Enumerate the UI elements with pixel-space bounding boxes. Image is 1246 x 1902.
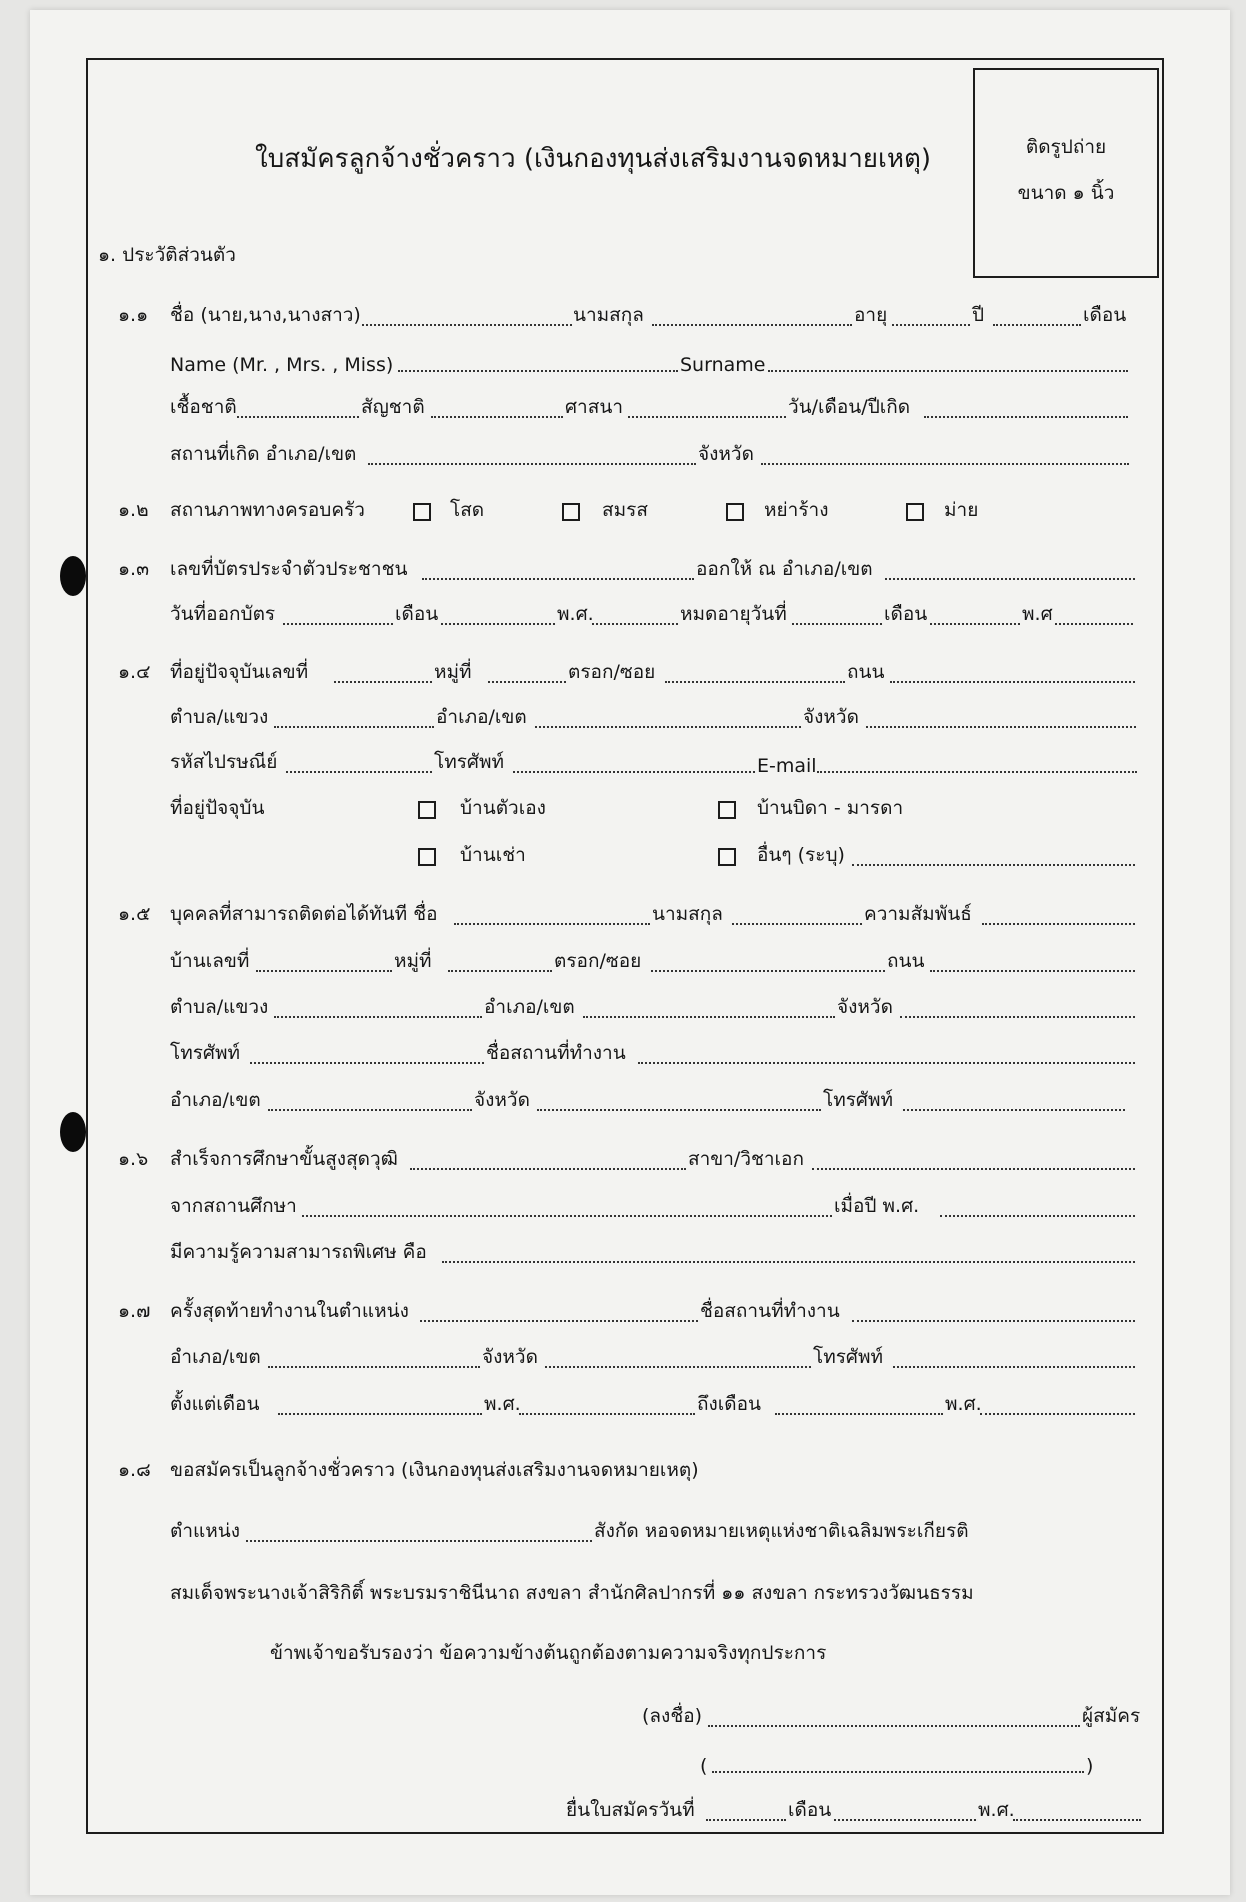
surname-en-label: Surname bbox=[680, 354, 766, 376]
name-en-field[interactable] bbox=[398, 370, 678, 372]
nationality-field[interactable] bbox=[431, 416, 563, 418]
printed-name-open-paren: ( bbox=[700, 1755, 708, 1777]
row-printed-name bbox=[0, 1745, 1246, 1781]
religion-label: ศาสนา bbox=[565, 396, 623, 418]
expire-month-label: เดือน bbox=[884, 603, 928, 625]
to-month-label: ถึงเดือน bbox=[697, 1393, 762, 1415]
address-moo-field[interactable] bbox=[488, 681, 566, 683]
age-months-label: เดือน bbox=[1083, 304, 1127, 326]
contact-workplace-field[interactable] bbox=[638, 1062, 1135, 1064]
option-rented-house-label: บ้านเช่า bbox=[460, 844, 526, 866]
address-province-label: จังหวัด bbox=[803, 706, 859, 728]
row-1-5-contact bbox=[0, 897, 1246, 933]
birthplace-label: สถานที่เกิด อำเภอ/เขต bbox=[170, 443, 357, 465]
other-residence-field[interactable] bbox=[852, 864, 1135, 866]
birthplace-province-label: จังหวัด bbox=[698, 443, 754, 465]
form-title: ใบสมัครลูกจ้างชั่วคราว (เงินกองทุนส่งเสริมงานจดหมายเหตุ) bbox=[255, 144, 932, 174]
contact-moo-label: หมู่ที่ bbox=[394, 950, 432, 972]
id-issued-at-field[interactable] bbox=[885, 578, 1135, 580]
from-year-label: พ.ศ. bbox=[484, 1393, 521, 1415]
expire-date-label: หมดอายุวันที่ bbox=[680, 603, 787, 625]
contact-surname-field[interactable] bbox=[732, 923, 862, 925]
item-number: ๑.๔ bbox=[118, 661, 151, 683]
last-job-phone-label: โทรศัพท์ bbox=[813, 1346, 884, 1368]
education-label: สำเร็จการศึกษาขั้นสูงสุดวุฒิ bbox=[170, 1148, 398, 1170]
contact-name-label: บุคคลที่สามารถติดต่อได้ทันที ชื่อ bbox=[170, 903, 438, 925]
address-no-field[interactable] bbox=[334, 681, 432, 683]
nationality-label: สัญชาติ bbox=[361, 396, 425, 418]
organization-text: สมเด็จพระนางเจ้าสิริกิติ์ พระบรมราชินีนาถ สงขลา สำนักศิลปากรที่ ๑๑ สงขลา กระทรวงวัฒนธรรม bbox=[170, 1582, 974, 1604]
address-road-field[interactable] bbox=[890, 681, 1135, 683]
photo-box-line2: ขนาด ๑ นิ้ว bbox=[1017, 182, 1115, 204]
expire-year-field[interactable] bbox=[1055, 623, 1133, 625]
apply-statement: ขอสมัครเป็นลูกจ้างชั่วคราว (เงินกองทุนส่งเสริมงานจดหมายเหตุ) bbox=[170, 1459, 699, 1481]
option-parents-house-label: บ้านบิดา - มารดา bbox=[757, 797, 904, 819]
surname-th-field[interactable] bbox=[652, 324, 852, 326]
phone-label: โทรศัพท์ bbox=[434, 751, 505, 773]
photo-box-line1: ติดรูปถ่าย bbox=[1025, 136, 1107, 158]
row-1-6-education bbox=[0, 1142, 1246, 1178]
section-1-heading-row bbox=[0, 238, 1246, 274]
checkbox-other-residence[interactable] bbox=[718, 848, 736, 866]
row-1-8-organization bbox=[0, 1576, 1246, 1612]
issue-day-field[interactable] bbox=[283, 623, 393, 625]
dob-field[interactable] bbox=[924, 416, 1128, 418]
apply-position-field[interactable] bbox=[246, 1540, 592, 1542]
row-1-6-skills bbox=[0, 1235, 1246, 1271]
checkbox-parents-house[interactable] bbox=[718, 801, 736, 819]
submit-month-field[interactable] bbox=[834, 1819, 976, 1821]
submit-month-label: เดือน bbox=[788, 1799, 832, 1821]
contact-name-field[interactable] bbox=[454, 923, 650, 925]
item-number: ๑.๗ bbox=[118, 1300, 151, 1322]
row-signature bbox=[0, 1699, 1246, 1735]
row-1-2-marital-status bbox=[0, 493, 1246, 529]
address-soi-field[interactable] bbox=[665, 681, 845, 683]
expire-month-field[interactable] bbox=[930, 623, 1020, 625]
row-certification bbox=[0, 1636, 1246, 1672]
religion-field[interactable] bbox=[628, 416, 786, 418]
address-subdistrict-field[interactable] bbox=[274, 726, 434, 728]
last-workplace-field[interactable] bbox=[852, 1320, 1135, 1322]
name-th-label: ชื่อ (นาย,นาง,นางสาว) bbox=[170, 304, 361, 326]
id-card-field[interactable] bbox=[422, 578, 694, 580]
item-number: ๑.๑ bbox=[118, 304, 149, 326]
skills-label: มีความรู้ความสามารถพิเศษ คือ bbox=[170, 1241, 427, 1263]
address-district-field[interactable] bbox=[535, 726, 801, 728]
address-soi-label: ตรอก/ซอย bbox=[568, 661, 656, 683]
last-job-province-field[interactable] bbox=[545, 1366, 811, 1368]
id-issued-at-label: ออกให้ ณ อำเภอ/เขต bbox=[696, 558, 873, 580]
row-1-7-last-job-address bbox=[0, 1340, 1246, 1376]
row-submit-date bbox=[0, 1793, 1246, 1829]
contact-road-label: ถนน bbox=[887, 950, 925, 972]
residence-type-label: ที่อยู่ปัจจุบัน bbox=[170, 797, 265, 819]
item-number: ๑.๓ bbox=[118, 558, 150, 580]
surname-en-field[interactable] bbox=[768, 370, 1128, 372]
row-1-4-subdistrict bbox=[0, 700, 1246, 736]
contact-workplace-label: ชื่อสถานที่ทำงาน bbox=[486, 1042, 626, 1064]
row-1-1-name bbox=[0, 298, 1246, 334]
contact-relation-label: ความสัมพันธ์ bbox=[864, 903, 972, 925]
address-no-label: ที่อยู่ปัจจุบันเลขที่ bbox=[170, 661, 309, 683]
work-district-field[interactable] bbox=[268, 1109, 472, 1111]
row-1-8-position bbox=[0, 1514, 1246, 1550]
contact-road-field[interactable] bbox=[930, 970, 1135, 972]
option-single-label: โสด bbox=[450, 499, 485, 521]
checkbox-divorced[interactable] bbox=[726, 503, 744, 521]
affiliation-text: สังกัด หอจดหมายเหตุแห่งชาติเฉลิมพระเกียรติ bbox=[594, 1520, 969, 1542]
option-divorced-label: หย่าร้าง bbox=[764, 499, 829, 521]
option-married-label: สมรส bbox=[602, 499, 648, 521]
from-month-field[interactable] bbox=[278, 1413, 482, 1415]
contact-moo-field[interactable] bbox=[448, 970, 552, 972]
contact-soi-label: ตรอก/ซอย bbox=[554, 950, 642, 972]
institution-field[interactable] bbox=[302, 1215, 832, 1217]
dob-label: วัน/เดือน/ปีเกิด bbox=[788, 396, 911, 418]
contact-phone-label: โทรศัพท์ bbox=[170, 1042, 241, 1064]
item-number: ๑.๘ bbox=[118, 1459, 151, 1481]
checkbox-single[interactable] bbox=[413, 503, 431, 521]
postcode-label: รหัสไปรษณีย์ bbox=[170, 751, 278, 773]
address-district-label: อำเภอ/เขต bbox=[436, 706, 527, 728]
row-1-6-institution bbox=[0, 1189, 1246, 1225]
last-position-field[interactable] bbox=[420, 1320, 698, 1322]
row-1-3-issue-date bbox=[0, 597, 1246, 633]
checkbox-widowed[interactable] bbox=[906, 503, 924, 521]
contact-province-label: จังหวัด bbox=[837, 996, 893, 1018]
contact-surname-label: นามสกุล bbox=[652, 903, 723, 925]
expire-year-label: พ.ศ bbox=[1022, 603, 1053, 625]
checkbox-married[interactable] bbox=[562, 503, 580, 521]
last-job-district-label: อำเภอ/เขต bbox=[170, 1346, 261, 1368]
checkbox-rented-house[interactable] bbox=[418, 848, 436, 866]
age-years-field[interactable] bbox=[892, 324, 970, 326]
marital-status-label: สถานภาพทางครอบครัว bbox=[170, 499, 365, 521]
graduation-year-label: เมื่อปี พ.ศ. bbox=[834, 1195, 920, 1217]
contact-house-no-label: บ้านเลขที่ bbox=[170, 950, 250, 972]
item-number: ๑.๖ bbox=[118, 1148, 149, 1170]
birthplace-district-field[interactable] bbox=[368, 463, 696, 465]
to-year-label: พ.ศ. bbox=[945, 1393, 982, 1415]
birthplace-province-field[interactable] bbox=[761, 463, 1129, 465]
to-month-field[interactable] bbox=[775, 1413, 943, 1415]
row-1-5-contact-work bbox=[0, 1036, 1246, 1072]
phone-field[interactable] bbox=[513, 771, 755, 773]
option-other-residence-label: อื่นๆ (ระบุ) bbox=[757, 844, 845, 866]
address-road-label: ถนน bbox=[847, 661, 885, 683]
apply-position-label: ตำแหน่ง bbox=[170, 1520, 241, 1542]
work-province-label: จังหวัด bbox=[474, 1089, 530, 1111]
contact-subdistrict-field[interactable] bbox=[274, 1016, 482, 1018]
education-field[interactable] bbox=[410, 1168, 686, 1170]
work-phone-label: โทรศัพท์ bbox=[823, 1089, 894, 1111]
section-1-heading: ๑. ประวัติส่วนตัว bbox=[98, 244, 236, 266]
name-th-field[interactable] bbox=[362, 324, 572, 326]
postcode-field[interactable] bbox=[286, 771, 432, 773]
signature-field[interactable] bbox=[708, 1725, 1080, 1727]
issue-month-field[interactable] bbox=[441, 623, 555, 625]
row-1-4-address bbox=[0, 655, 1246, 691]
contact-district-label: อำเภอ/เขต bbox=[484, 996, 575, 1018]
row-1-4-residence-type bbox=[0, 791, 1246, 827]
contact-relation-field[interactable] bbox=[982, 923, 1135, 925]
address-subdistrict-label: ตำบล/แขวง bbox=[170, 706, 269, 728]
option-widowed-label: ม่าย bbox=[944, 499, 979, 521]
contact-subdistrict-label: ตำบล/แขวง bbox=[170, 996, 269, 1018]
submit-day-field[interactable] bbox=[706, 1819, 786, 1821]
item-number: ๑.๒ bbox=[118, 499, 149, 521]
row-1-4-residence-type-2 bbox=[0, 838, 1246, 874]
major-field[interactable] bbox=[812, 1168, 1135, 1170]
work-province-field[interactable] bbox=[537, 1109, 821, 1111]
skills-field[interactable] bbox=[442, 1261, 1135, 1263]
row-1-5-workplace-address bbox=[0, 1083, 1246, 1119]
item-number: ๑.๕ bbox=[118, 903, 151, 925]
address-province-field[interactable] bbox=[866, 726, 1136, 728]
last-workplace-label: ชื่อสถานที่ทำงาน bbox=[700, 1300, 840, 1322]
id-card-label: เลขที่บัตรประจำตัวประชาชน bbox=[170, 558, 408, 580]
last-job-phone-field[interactable] bbox=[893, 1366, 1135, 1368]
row-1-4-postcode bbox=[0, 745, 1246, 781]
from-year-field[interactable] bbox=[519, 1413, 695, 1415]
last-job-province-label: จังหวัด bbox=[482, 1346, 538, 1368]
signature-label: (ลงชื่อ) bbox=[642, 1705, 703, 1727]
printed-name-close-paren: ) bbox=[1086, 1755, 1094, 1777]
age-months-field[interactable] bbox=[993, 324, 1081, 326]
email-label: E-mail bbox=[757, 755, 817, 777]
row-1-1-birthplace bbox=[0, 437, 1246, 473]
issue-date-label: วันที่ออกบัตร bbox=[170, 603, 276, 625]
row-1-8-apply bbox=[0, 1453, 1246, 1489]
race-field[interactable] bbox=[237, 416, 359, 418]
applicant-label: ผู้สมัคร bbox=[1082, 1705, 1141, 1727]
contact-soi-field[interactable] bbox=[651, 970, 885, 972]
row-1-1-name-en bbox=[0, 344, 1246, 380]
work-phone-field[interactable] bbox=[903, 1109, 1125, 1111]
age-years-label: ปี bbox=[972, 304, 985, 326]
issue-year-field[interactable] bbox=[592, 623, 678, 625]
age-label: อายุ bbox=[854, 304, 888, 326]
expire-day-field[interactable] bbox=[792, 623, 882, 625]
submit-date-label: ยื่นใบสมัครวันที่ bbox=[566, 1799, 695, 1821]
row-1-3-id-card bbox=[0, 552, 1246, 588]
last-job-district-field[interactable] bbox=[268, 1366, 480, 1368]
contact-district-field[interactable] bbox=[583, 1016, 835, 1018]
institution-label: จากสถานศึกษา bbox=[170, 1195, 297, 1217]
submit-year-label: พ.ศ. bbox=[978, 1799, 1015, 1821]
checkbox-own-house[interactable] bbox=[418, 801, 436, 819]
row-1-5-contact-district bbox=[0, 990, 1246, 1026]
certification-text: ข้าพเจ้าขอรับรองว่า ข้อความข้างต้นถูกต้องตามความจริงทุกประการ bbox=[270, 1642, 827, 1664]
issue-month-label: เดือน bbox=[395, 603, 439, 625]
to-year-field[interactable] bbox=[980, 1413, 1135, 1415]
row-1-5-contact-address bbox=[0, 944, 1246, 980]
printed-name-field[interactable] bbox=[712, 1771, 1084, 1773]
email-field[interactable] bbox=[817, 771, 1137, 773]
last-position-label: ครั้งสุดท้ายทำงานในตำแหน่ง bbox=[170, 1300, 409, 1322]
row-1-1-race bbox=[0, 390, 1246, 426]
major-label: สาขา/วิชาเอก bbox=[688, 1148, 804, 1170]
row-1-7-employment-period bbox=[0, 1387, 1246, 1423]
surname-th-label: นามสกุล bbox=[573, 304, 644, 326]
contact-province-field[interactable] bbox=[900, 1016, 1135, 1018]
name-en-label: Name (Mr. , Mrs. , Miss) bbox=[170, 354, 394, 376]
address-moo-label: หมู่ที่ bbox=[434, 661, 472, 683]
row-1-7-last-job bbox=[0, 1294, 1246, 1330]
contact-phone-field[interactable] bbox=[250, 1062, 484, 1064]
from-month-label: ตั้งแต่เดือน bbox=[170, 1393, 260, 1415]
issue-year-label: พ.ศ. bbox=[557, 603, 594, 625]
work-district-label: อำเภอ/เขต bbox=[170, 1089, 261, 1111]
race-label: เชื้อชาติ bbox=[170, 396, 237, 418]
graduation-year-field[interactable] bbox=[940, 1215, 1135, 1217]
contact-house-no-field[interactable] bbox=[256, 970, 392, 972]
option-own-house-label: บ้านตัวเอง bbox=[460, 797, 546, 819]
submit-year-field[interactable] bbox=[1013, 1819, 1141, 1821]
